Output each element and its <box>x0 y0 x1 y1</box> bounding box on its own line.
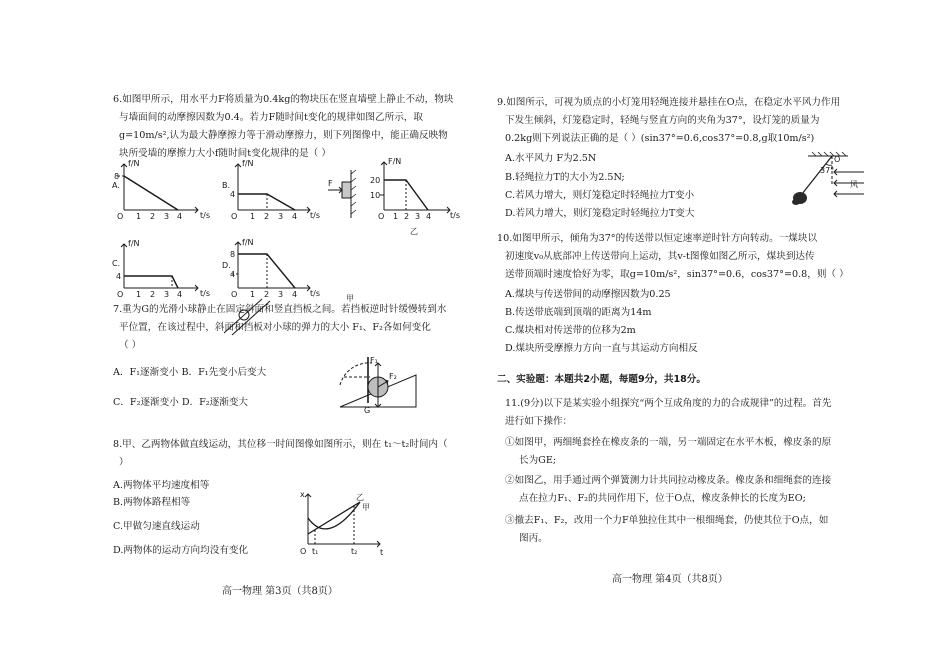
q10-line: 送带顶端时速度恰好为零，取g=10m/s²，sin37°=0.6，cos37°=0.8，则（ ） <box>505 269 849 280</box>
angle-label: 37° <box>820 166 835 175</box>
q9-option-b: B.轻绳拉力T的大小为2.5N; <box>505 172 625 183</box>
tick-label: 1 <box>250 212 256 221</box>
q7-line: （ ） <box>119 340 142 351</box>
tick-label: O <box>378 212 385 221</box>
q8-line: ） <box>119 457 129 468</box>
axis-label: F/N <box>388 157 402 166</box>
f2-label: F₂ <box>389 372 397 381</box>
tick-label: O <box>117 290 124 299</box>
tick-label: 4 <box>292 212 298 221</box>
tick-label: 4 <box>177 212 183 221</box>
q6-line: 与墙面间的动摩擦因数为0.4。若力F随时间t变化的规律如图乙所示，取 <box>119 112 423 123</box>
tick-label: 3 <box>415 212 421 221</box>
tick-label: O <box>231 212 238 221</box>
t1-label: t₁ <box>312 547 319 556</box>
tick-label: 3 <box>164 290 170 299</box>
q11-line: 11.(9分)以下是某实验小组探究“两个互成角度的力的合成规律”的过程。首先 <box>505 398 832 409</box>
axis-label: t/s <box>200 289 210 298</box>
q7-option-cd: C．F₂逐渐变小 D．F₂逐渐变大 <box>113 397 249 408</box>
axis-label: f/N <box>242 159 254 168</box>
caption-jia: 甲 <box>346 294 354 303</box>
q8-option-d: D.两物体的运动方向均没有变化 <box>113 545 249 556</box>
q10-option-b: B.传送带底端到顶端的距离为14m <box>505 307 652 318</box>
tick-label: 2 <box>150 290 156 299</box>
option-c-label: C. <box>112 259 121 268</box>
wind-label: 风 <box>850 180 858 189</box>
q8-line: 8.甲、乙两物体做直线运动，其位移一时间图像如图所示，则在 t₁～t₂时间内（ <box>113 439 448 450</box>
q9-line: 9.如图所示，可视为质点的小灯笼用轻绳连接并悬挂在O点，在稳定水平风力作用 <box>497 97 841 108</box>
q9-line: 下发生倾斜，灯笼稳定时，轻绳与竖直方向的夹角为37°，设灯笼的质量为 <box>505 115 820 126</box>
axis-x-label: x <box>300 490 305 499</box>
tick-label: O <box>117 212 124 221</box>
q10-option-d: D.煤块所受摩擦力方向一直与其运动方向相反 <box>505 343 698 354</box>
q11-line: ③撤去F₁、F₂，改用一个力F单独拉住其中一根细绳套，仍使其位于O点，如 <box>505 515 829 526</box>
q8-figure <box>296 488 386 560</box>
tick-label: 10 <box>370 191 381 200</box>
axis-t-label: t <box>380 548 384 557</box>
page-footer-left: 高一物理 第3页（共8页） <box>222 586 338 597</box>
tick-label: 1 <box>250 290 256 299</box>
caption-yi: 乙 <box>410 227 418 236</box>
axis-label: f/N <box>128 239 140 248</box>
force-label: F <box>328 179 333 188</box>
axis-label: t/s <box>310 289 320 298</box>
q10-option-a: A.煤块与传送带间的动摩擦因数为0.25 <box>505 289 671 300</box>
q7-option-ab: A．F₁逐渐变小 B．F₁先变小后变大 <box>113 367 267 378</box>
axis-label: f/N <box>128 159 140 168</box>
option-a-label: A. <box>112 181 120 190</box>
tick-label: 4 <box>116 272 122 281</box>
tick-label: 3 <box>164 212 170 221</box>
axis-label: t/s <box>310 211 320 220</box>
page-footer-right: 高一物理 第4页（共8页） <box>612 574 728 585</box>
t2-label: t₂ <box>351 547 358 556</box>
q9-line: 0.2kg则下列说法正确的是（ ）(sin37°=0.6,cos37°=0.8,g取10m/s²) <box>505 133 815 144</box>
tick-label: 2 <box>264 290 270 299</box>
tick-label: 2 <box>264 212 270 221</box>
tick-label: 20 <box>370 176 381 185</box>
origin-label: O <box>300 547 307 556</box>
q7-line: 平位置，在该过程中，斜面和挡板对小球的弹力的大小 F₁、F₂各如何变化 <box>119 322 431 333</box>
section-heading: 二、实验题：本题共2小题，每题9分，共18分。 <box>497 374 706 385</box>
q10-line: 10.如图甲所示，倾角为37°的传送带以恒定速率逆时针方向转动。一煤块以 <box>497 233 818 244</box>
option-b-label: B. <box>222 181 231 190</box>
q6-line: 6.如图甲所示，用水平力F将质量为0.4kg的物块压在竖直墙壁上静止不动，物块 <box>113 94 454 105</box>
axis-label: f/N <box>242 238 254 247</box>
q9-option-c: C.若风力增大，则灯笼稳定时轻绳拉力T变小 <box>505 190 695 201</box>
tick-label: 1 <box>393 212 399 221</box>
tick-label: 1 <box>136 290 142 299</box>
q6-figure <box>110 158 490 303</box>
tick-label: 1 <box>136 212 142 221</box>
q11-line: 长为GE; <box>519 455 557 466</box>
axis-label: t/s <box>200 211 210 220</box>
q10-option-c: C.煤块相对传送带的位移为2m <box>505 325 636 336</box>
option-d-label: D. <box>222 261 231 270</box>
tick-label: 4 <box>426 212 432 221</box>
q9-option-a: A.水平风力 F为2.5N <box>505 153 597 164</box>
jia-label: 甲 <box>362 503 370 512</box>
q7-figure <box>332 355 420 413</box>
tick-label: 3 <box>278 290 284 299</box>
yi-label: 乙 <box>356 493 364 502</box>
tick-label: 4 <box>230 270 236 279</box>
q11-line: 图丙。 <box>519 533 548 544</box>
q6-line: 块所受墙的摩擦力大小f随时间t变化规律的是（ ） <box>119 148 331 159</box>
gravity-label: G <box>364 406 371 415</box>
axis-label: t/s <box>450 211 460 220</box>
q11-line: 进行如下操作： <box>505 416 573 427</box>
q8-option-b: B.两物体路程相等 <box>113 497 191 508</box>
q11-line: 点在拉力F₁、F₂的共同作用下，位于O点，橡皮条伸长的长度为EO; <box>519 493 806 504</box>
tick-label: 8 <box>114 172 120 181</box>
tick-label: 4 <box>230 190 236 199</box>
q9-figure <box>786 150 866 216</box>
q8-option-c: C.甲做匀速直线运动 <box>113 521 200 532</box>
q11-line: ①如图甲，两细绳套拴在橡皮条的一端，另一端固定在水平木板，橡皮条的原 <box>505 437 832 448</box>
tick-label: 8 <box>230 250 236 259</box>
f1-label: F₁ <box>370 356 378 365</box>
q7-line: 7.重为G的光滑小球静止在固定斜面和竖直挡板之间。若挡板逆时针缓慢转到水 <box>113 304 447 315</box>
pivot-label: O <box>834 155 841 164</box>
tick-label: 4 <box>292 290 298 299</box>
q10-line: 初速度v₀从底部冲上传送带向上运动，其v-t图像如图乙所示，煤块到达传 <box>505 251 815 262</box>
q11-line: ②如图乙，用手通过两个弹簧测力计共同拉动橡皮条。橡皮条和细绳套的连接 <box>505 475 832 486</box>
q6-line: g=10m/s²,认为最大静摩擦力等于滑动摩擦力，则下列图像中，能正确反映物 <box>119 130 448 141</box>
q9-option-d: D.若风力增大，则灯笼稳定时轻绳拉力T变大 <box>505 208 695 219</box>
tick-label: 3 <box>278 212 284 221</box>
tick-label: 2 <box>150 212 156 221</box>
tick-label: O <box>231 290 238 299</box>
q8-option-a: A.两物体平均速度相等 <box>113 480 210 491</box>
tick-label: 4 <box>177 290 183 299</box>
tick-label: 2 <box>404 212 410 221</box>
